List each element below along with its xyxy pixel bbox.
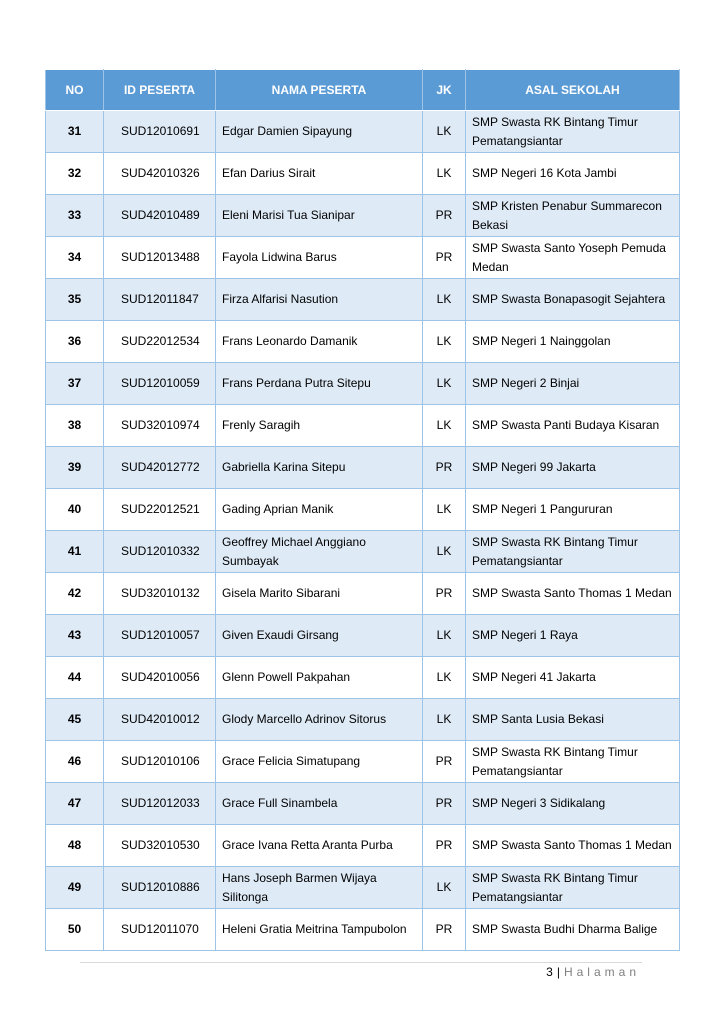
- cell-nama-peserta: Hans Joseph Barmen Wijaya Silitonga: [216, 867, 423, 909]
- cell-nama-peserta: Frenly Saragih: [216, 405, 423, 447]
- table-body: [46, 111, 680, 951]
- cell-jk: LK: [423, 615, 466, 657]
- cell-nama-peserta: Geoffrey Michael Anggiano Sumbayak: [216, 531, 423, 573]
- cell-id-peserta: SUD42010056: [104, 657, 216, 699]
- table-row: [46, 363, 680, 405]
- cell-asal-sekolah: SMP Swasta RK Bintang Timur Pematangsiantar: [466, 867, 680, 909]
- cell-id-peserta: SUD12010059: [104, 363, 216, 405]
- cell-jk: LK: [423, 321, 466, 363]
- participant-table: [45, 69, 680, 951]
- cell-id-peserta: SUD32010132: [104, 573, 216, 615]
- cell-no: 39: [46, 447, 104, 489]
- cell-id-peserta: SUD42010326: [104, 153, 216, 195]
- cell-no: 43: [46, 615, 104, 657]
- cell-jk: PR: [423, 573, 466, 615]
- cell-id-peserta: SUD32010974: [104, 405, 216, 447]
- header-nama-peserta: NAMA PESERTA: [216, 70, 423, 111]
- cell-jk: LK: [423, 153, 466, 195]
- cell-id-peserta: SUD12010332: [104, 531, 216, 573]
- cell-asal-sekolah: SMP Negeri 1 Raya: [466, 615, 680, 657]
- cell-nama-peserta: Grace Full Sinambela: [216, 783, 423, 825]
- cell-id-peserta: SUD42010489: [104, 195, 216, 237]
- cell-nama-peserta: Eleni Marisi Tua Sianipar: [216, 195, 423, 237]
- cell-id-peserta: SUD12012033: [104, 783, 216, 825]
- table-row: [46, 405, 680, 447]
- cell-no: 50: [46, 909, 104, 951]
- cell-nama-peserta: Glenn Powell Pakpahan: [216, 657, 423, 699]
- table-row: [46, 111, 680, 153]
- cell-nama-peserta: Fayola Lidwina Barus: [216, 237, 423, 279]
- cell-nama-peserta: Heleni Gratia Meitrina Tampubolon: [216, 909, 423, 951]
- cell-nama-peserta: Given Exaudi Girsang: [216, 615, 423, 657]
- cell-asal-sekolah: SMP Swasta RK Bintang Timur Pematangsiantar: [466, 531, 680, 573]
- table-row: [46, 531, 680, 573]
- cell-nama-peserta: Frans Perdana Putra Sitepu: [216, 363, 423, 405]
- cell-jk: LK: [423, 363, 466, 405]
- cell-jk: LK: [423, 531, 466, 573]
- cell-asal-sekolah: SMP Negeri 2 Binjai: [466, 363, 680, 405]
- cell-nama-peserta: Gisela Marito Sibarani: [216, 573, 423, 615]
- table-row: [46, 783, 680, 825]
- header-no: NO: [46, 70, 104, 111]
- table-row: [46, 195, 680, 237]
- cell-nama-peserta: Grace Ivana Retta Aranta Purba: [216, 825, 423, 867]
- cell-jk: PR: [423, 237, 466, 279]
- cell-no: 48: [46, 825, 104, 867]
- table-row: [46, 699, 680, 741]
- cell-nama-peserta: Glody Marcello Adrinov Sitorus: [216, 699, 423, 741]
- table-header: [46, 70, 680, 111]
- cell-nama-peserta: Firza Alfarisi Nasution: [216, 279, 423, 321]
- cell-asal-sekolah: SMP Negeri 1 Nainggolan: [466, 321, 680, 363]
- cell-jk: PR: [423, 195, 466, 237]
- table-row: [46, 447, 680, 489]
- cell-no: 33: [46, 195, 104, 237]
- cell-asal-sekolah: SMP Swasta Panti Budaya Kisaran: [466, 405, 680, 447]
- cell-asal-sekolah: SMP Swasta Santo Thomas 1 Medan: [466, 825, 680, 867]
- cell-id-peserta: SUD42010012: [104, 699, 216, 741]
- cell-id-peserta: SUD32010530: [104, 825, 216, 867]
- cell-jk: LK: [423, 111, 466, 153]
- table-row: [46, 867, 680, 909]
- cell-jk: LK: [423, 279, 466, 321]
- cell-no: 34: [46, 237, 104, 279]
- cell-nama-peserta: Edgar Damien Sipayung: [216, 111, 423, 153]
- cell-id-peserta: SUD12011070: [104, 909, 216, 951]
- cell-no: 42: [46, 573, 104, 615]
- header-asal-sekolah: ASAL SEKOLAH: [466, 70, 680, 111]
- cell-no: 37: [46, 363, 104, 405]
- cell-asal-sekolah: SMP Swasta Santo Thomas 1 Medan: [466, 573, 680, 615]
- cell-id-peserta: SUD12011847: [104, 279, 216, 321]
- cell-asal-sekolah: SMP Swasta Budhi Dharma Balige: [466, 909, 680, 951]
- cell-nama-peserta: Efan Darius Sirait: [216, 153, 423, 195]
- cell-jk: LK: [423, 867, 466, 909]
- cell-id-peserta: SUD22012521: [104, 489, 216, 531]
- cell-asal-sekolah: SMP Negeri 1 Pangururan: [466, 489, 680, 531]
- cell-jk: LK: [423, 699, 466, 741]
- page-footer: [546, 965, 640, 979]
- cell-id-peserta: SUD12013488: [104, 237, 216, 279]
- cell-no: 41: [46, 531, 104, 573]
- cell-nama-peserta: Frans Leonardo Damanik: [216, 321, 423, 363]
- table-row: [46, 741, 680, 783]
- cell-asal-sekolah: SMP Swasta RK Bintang Timur Pematangsiantar: [466, 111, 680, 153]
- cell-jk: PR: [423, 825, 466, 867]
- cell-asal-sekolah: SMP Swasta Bonapasogit Sejahtera: [466, 279, 680, 321]
- cell-no: 31: [46, 111, 104, 153]
- cell-no: 45: [46, 699, 104, 741]
- cell-id-peserta: SUD22012534: [104, 321, 216, 363]
- table-row: [46, 615, 680, 657]
- cell-id-peserta: SUD12010106: [104, 741, 216, 783]
- cell-jk: LK: [423, 405, 466, 447]
- cell-nama-peserta: Gabriella Karina Sitepu: [216, 447, 423, 489]
- cell-id-peserta: SUD12010057: [104, 615, 216, 657]
- page-number: 3: [546, 965, 553, 979]
- table-row: [46, 321, 680, 363]
- cell-asal-sekolah: SMP Negeri 99 Jakarta: [466, 447, 680, 489]
- cell-id-peserta: SUD12010886: [104, 867, 216, 909]
- cell-id-peserta: SUD42012772: [104, 447, 216, 489]
- cell-nama-peserta: Gading Aprian Manik: [216, 489, 423, 531]
- cell-jk: PR: [423, 741, 466, 783]
- cell-no: 38: [46, 405, 104, 447]
- cell-asal-sekolah: SMP Negeri 16 Kota Jambi: [466, 153, 680, 195]
- cell-no: 35: [46, 279, 104, 321]
- cell-asal-sekolah: SMP Swasta RK Bintang Timur Pematangsiantar: [466, 741, 680, 783]
- table-row: [46, 825, 680, 867]
- cell-jk: PR: [423, 447, 466, 489]
- header-id-peserta: ID PESERTA: [104, 70, 216, 111]
- cell-asal-sekolah: SMP Santa Lusia Bekasi: [466, 699, 680, 741]
- cell-no: 47: [46, 783, 104, 825]
- cell-asal-sekolah: SMP Negeri 41 Jakarta: [466, 657, 680, 699]
- table-row: [46, 279, 680, 321]
- table-row: [46, 573, 680, 615]
- cell-asal-sekolah: SMP Negeri 3 Sidikalang: [466, 783, 680, 825]
- table-row: [46, 153, 680, 195]
- footer-separator: |: [556, 965, 560, 979]
- cell-no: 46: [46, 741, 104, 783]
- header-jk: JK: [423, 70, 466, 111]
- cell-asal-sekolah: SMP Kristen Penabur Summarecon Bekasi: [466, 195, 680, 237]
- cell-no: 36: [46, 321, 104, 363]
- table-row: [46, 657, 680, 699]
- cell-no: 44: [46, 657, 104, 699]
- cell-jk: LK: [423, 657, 466, 699]
- cell-asal-sekolah: SMP Swasta Santo Yoseph Pemuda Medan: [466, 237, 680, 279]
- table-row: [46, 489, 680, 531]
- cell-jk: PR: [423, 783, 466, 825]
- table-row: [46, 237, 680, 279]
- page-word: Halaman: [563, 965, 640, 979]
- cell-no: 32: [46, 153, 104, 195]
- footer-divider: [80, 962, 642, 963]
- cell-nama-peserta: Grace Felicia Simatupang: [216, 741, 423, 783]
- header-row: [46, 70, 680, 111]
- table-row: [46, 909, 680, 951]
- cell-id-peserta: SUD12010691: [104, 111, 216, 153]
- cell-no: 40: [46, 489, 104, 531]
- cell-jk: PR: [423, 909, 466, 951]
- cell-jk: LK: [423, 489, 466, 531]
- cell-no: 49: [46, 867, 104, 909]
